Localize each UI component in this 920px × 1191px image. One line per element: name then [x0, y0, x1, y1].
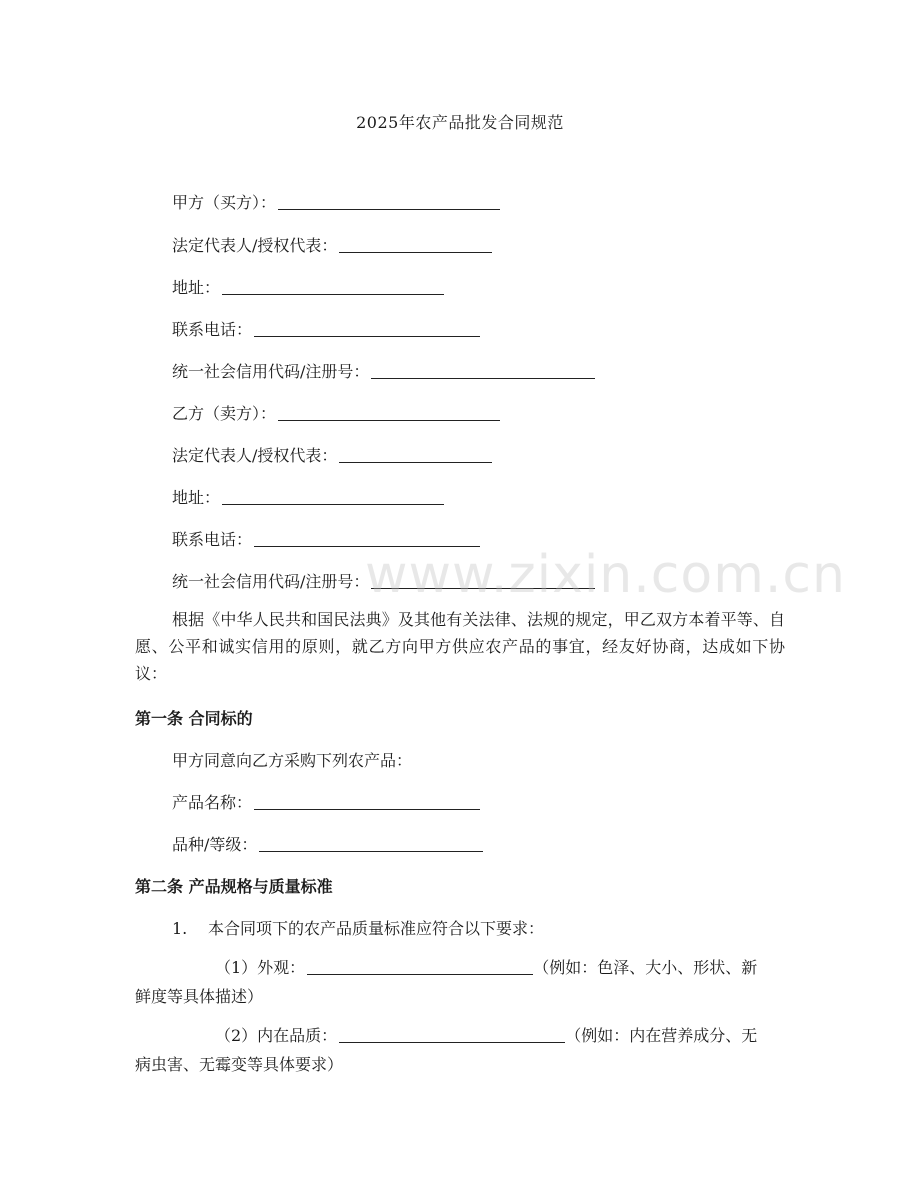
appearance-note-b: 鲜度等具体描述）	[135, 987, 264, 1006]
article-1-intro: 甲方同意向乙方采购下列农产品：	[172, 751, 413, 770]
party-b-rep-blank[interactable]	[339, 461, 492, 463]
party-a-name-field	[172, 190, 500, 213]
watermark: www.zixin.com.cn	[365, 545, 846, 605]
party-a-name-blank[interactable]	[278, 208, 500, 210]
party-a-credit-label: 统一社会信用代码/注册号：	[172, 362, 370, 381]
grade-blank[interactable]	[259, 850, 483, 852]
party-a-phone-field	[172, 317, 480, 340]
appearance-blank[interactable]	[307, 973, 533, 975]
grade-label: 品种/等级：	[172, 835, 258, 854]
product-name-blank[interactable]	[254, 808, 480, 810]
article-2-heading: 第二条 产品规格与质量标准	[135, 877, 333, 896]
party-a-phone-blank[interactable]	[254, 335, 480, 337]
party-b-credit-label: 统一社会信用代码/注册号：	[172, 572, 370, 591]
internal-quality-blank[interactable]	[339, 1041, 565, 1043]
article-2-item-1	[172, 916, 544, 939]
internal-quality-label: （2）内在品质：	[215, 1026, 338, 1045]
party-b-address-blank[interactable]	[222, 503, 444, 505]
preamble-paragraph: 根据《中华人民共和国民法典》及其他有关法律、法规的规定，甲乙双方本着平等、自愿、公平和诚实信用的原则，就乙方向甲方供应农产品的事宜，经友好协商，达成如下协议：	[135, 610, 785, 683]
party-b-credit-blank[interactable]	[371, 587, 595, 589]
party-b-name-blank[interactable]	[278, 419, 500, 421]
appearance-label: （1）外观：	[215, 958, 306, 977]
party-a-name-label: 甲方（买方）：	[172, 193, 277, 212]
internal-quality-note-b: 病虫害、无霉变等具体要求）	[135, 1055, 344, 1074]
party-a-address-field	[172, 275, 444, 298]
party-b-rep-field	[172, 443, 492, 466]
document-title: 2025年农产品批发合同规范	[356, 113, 564, 132]
party-b-phone-field	[172, 527, 480, 550]
party-a-address-label: 地址：	[172, 278, 221, 297]
quality-appearance-item	[135, 953, 785, 1011]
party-a-rep-field	[172, 233, 492, 256]
quality-internal-item	[135, 1021, 785, 1079]
party-a-rep-blank[interactable]	[339, 251, 492, 253]
party-b-name-label: 乙方（卖方）：	[172, 404, 277, 423]
party-b-credit-field	[172, 569, 595, 592]
product-name-label: 产品名称：	[172, 793, 253, 812]
party-b-address-label: 地址：	[172, 488, 221, 507]
party-b-name-field	[172, 401, 500, 424]
party-b-phone-blank[interactable]	[254, 545, 480, 547]
party-b-rep-label: 法定代表人/授权代表：	[172, 446, 338, 465]
appearance-note-a: （例如：色泽、大小、形状、新	[533, 958, 758, 977]
party-b-phone-label: 联系电话：	[172, 530, 253, 549]
item-number: 1.	[172, 919, 188, 938]
party-a-address-blank[interactable]	[222, 293, 444, 295]
party-b-address-field	[172, 485, 444, 508]
item-1-text: 本合同项下的农产品质量标准应符合以下要求：	[208, 919, 545, 938]
party-a-credit-blank[interactable]	[371, 377, 595, 379]
article-1-heading: 第一条 合同标的	[135, 709, 253, 728]
party-a-phone-label: 联系电话：	[172, 320, 253, 339]
party-a-rep-label: 法定代表人/授权代表：	[172, 236, 338, 255]
product-name-field	[172, 790, 480, 813]
grade-field	[172, 832, 483, 855]
party-a-credit-field	[172, 359, 595, 382]
internal-quality-note-a: （例如：内在营养成分、无	[565, 1026, 758, 1045]
